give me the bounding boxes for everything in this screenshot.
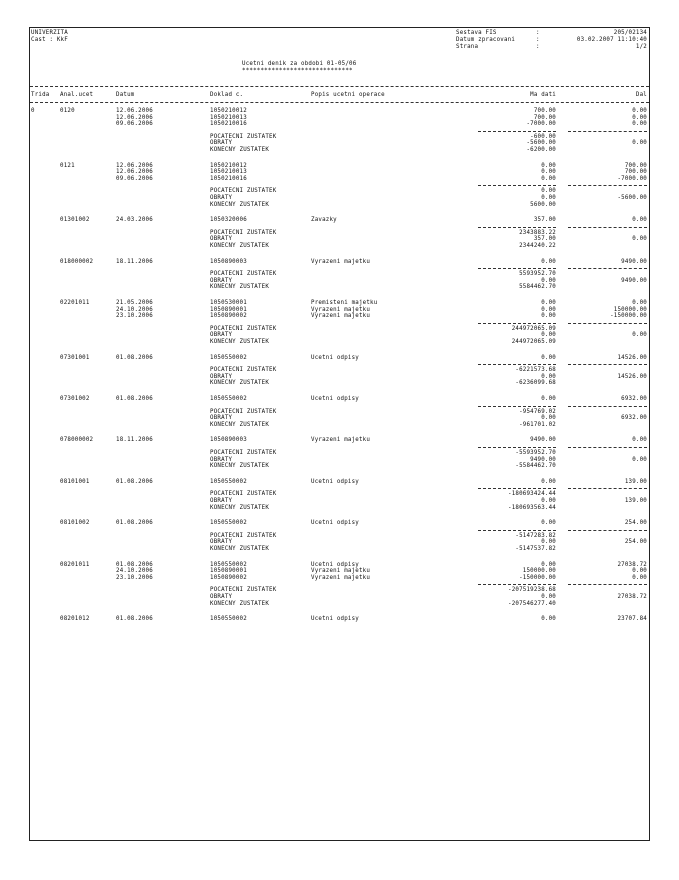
turnover-debit: 0.00 xyxy=(541,539,556,546)
closing-balance-label: KONECNY ZUSTATEK xyxy=(210,600,270,607)
turnover-credit: 9490.00 xyxy=(621,277,647,284)
entry-credit: 700.00 xyxy=(624,162,647,169)
closing-balance-label: KONECNY ZUSTATEK xyxy=(210,504,270,511)
title-underline: ****************************** xyxy=(242,68,353,74)
entry-document: 1050550002 xyxy=(210,561,247,568)
summary-rule-md xyxy=(478,131,556,132)
report-sep: : xyxy=(536,30,540,36)
closing-balance-value: 244972065.09 xyxy=(511,339,556,345)
entry-description: Ucetni odpisy xyxy=(311,520,359,527)
entry-description: Ucetni odpisy xyxy=(311,561,359,568)
opening-balance-value: -5593952.70 xyxy=(515,450,556,456)
entry-document: 1050890001 xyxy=(210,306,247,313)
entry-document: 1050320006 xyxy=(210,217,247,224)
turnover-label: OBRATY xyxy=(210,332,233,339)
entry-document: 1050890002 xyxy=(210,313,247,320)
entry-debit: 0.00 xyxy=(541,478,556,485)
entry-credit: 9490.00 xyxy=(621,258,647,265)
entry-debit: 0.00 xyxy=(541,616,556,623)
closing-balance-label: KONECNY ZUSTATEK xyxy=(210,147,270,153)
turnover-debit: 357.00 xyxy=(533,236,556,243)
closing-balance-label: KONECNY ZUSTATEK xyxy=(210,201,270,208)
closing-balance-label: KONECNY ZUSTATEK xyxy=(210,339,270,345)
entry-credit: 0.00 xyxy=(632,114,647,121)
turnover-label: OBRATY xyxy=(210,594,233,600)
col-datum: Datum xyxy=(116,92,135,98)
opening-balance-value: -954769.02 xyxy=(519,408,556,415)
page-sep: : xyxy=(536,44,540,50)
turnover-debit: 0.00 xyxy=(541,373,556,380)
page-title: Ucetni denik za obdobi 01-05/06 xyxy=(242,61,357,67)
col-md: Ma dati xyxy=(530,92,556,98)
turnover-label: OBRATY xyxy=(210,195,233,201)
closing-balance-label: KONECNY ZUSTATEK xyxy=(210,463,270,470)
page-label: Strana xyxy=(456,44,479,50)
entry-credit: 254.00 xyxy=(624,520,647,527)
account-number: 08101001 xyxy=(60,478,90,485)
summary-rule-md xyxy=(478,488,556,489)
entry-credit: 6932.00 xyxy=(621,396,647,402)
entry-date: 01.08.2006 xyxy=(116,616,153,623)
opening-balance-label: POCATECNI ZUSTATEK xyxy=(210,188,277,195)
turnover-credit: 254.00 xyxy=(624,539,647,546)
account-number: 07301001 xyxy=(60,354,90,361)
closing-balance-value: -6200.00 xyxy=(526,147,556,153)
summary-rule-md xyxy=(478,185,556,186)
date-value: 03.02.2007 11:10:40 xyxy=(576,37,647,43)
turnover-credit: 0.00 xyxy=(632,140,647,147)
entry-date: 01.08.2006 xyxy=(116,561,153,568)
org-name: UNIVERZITA xyxy=(31,30,68,36)
entry-debit: 700.00 xyxy=(533,114,556,121)
entry-date: 18.11.2006 xyxy=(116,258,153,265)
entry-description: Ucetni odpisy xyxy=(311,354,359,361)
entry-date: 24.10.2006 xyxy=(116,568,153,575)
entry-date: 12.06.2006 xyxy=(116,162,153,169)
opening-balance-label: POCATECNI ZUSTATEK xyxy=(210,532,277,539)
summary-rule-dal xyxy=(568,185,647,186)
entry-document: 1050550002 xyxy=(210,520,247,527)
summary-rule-md xyxy=(478,227,556,228)
turnover-debit: 0.00 xyxy=(541,277,556,284)
entry-credit: 0.00 xyxy=(632,437,647,444)
entry-credit: 14526.00 xyxy=(617,354,647,361)
entry-debit: 0.00 xyxy=(541,313,556,320)
turnover-credit: 0.00 xyxy=(632,236,647,243)
turnover-debit: 9490.00 xyxy=(530,456,556,463)
opening-balance-label: POCATECNI ZUSTATEK xyxy=(210,450,277,456)
entry-description: Ucetni odpisy xyxy=(311,616,359,623)
entry-credit: 0.00 xyxy=(632,300,647,306)
entry-credit: 139.00 xyxy=(624,478,647,485)
entry-description: Vyrazeni majetku xyxy=(311,258,371,265)
entry-description: Premisteni majetku xyxy=(311,300,378,306)
entry-date: 12.06.2006 xyxy=(116,169,153,176)
entry-debit: 700.00 xyxy=(533,108,556,114)
entry-document: 1050530001 xyxy=(210,300,247,306)
account-number: 078000002 xyxy=(60,437,94,444)
summary-rule-dal xyxy=(568,406,647,407)
entry-debit: -150000.00 xyxy=(519,574,556,581)
opening-balance-label: POCATECNI ZUSTATEK xyxy=(210,408,277,415)
closing-balance-value: -207546277.40 xyxy=(508,600,556,607)
entry-credit: 0.00 xyxy=(632,121,647,128)
entry-date: 01.08.2006 xyxy=(116,396,153,402)
summary-rule-md xyxy=(478,530,556,531)
summary-rule-md xyxy=(478,406,556,407)
turnover-debit: -5600.00 xyxy=(526,140,556,147)
col-analucet: Anal.ucet xyxy=(60,92,94,98)
entry-debit: 0.00 xyxy=(541,162,556,169)
closing-balance-value: -5147537.82 xyxy=(515,546,556,552)
header-top-rule xyxy=(30,86,649,87)
account-number: 01301002 xyxy=(60,217,90,224)
closing-balance-value: -6236099.68 xyxy=(515,380,556,387)
opening-balance-value: 2343883.22 xyxy=(519,229,556,236)
entry-credit: 0.00 xyxy=(632,217,647,224)
closing-balance-value: -180693563.44 xyxy=(508,504,556,511)
entry-date: 01.08.2006 xyxy=(116,520,153,527)
summary-rule-dal xyxy=(568,584,647,585)
trida-value: 0 xyxy=(31,108,35,114)
entry-debit: 0.00 xyxy=(541,561,556,568)
entry-credit: 23707.84 xyxy=(617,616,647,623)
turnover-credit: -5600.00 xyxy=(617,195,647,201)
opening-balance-label: POCATECNI ZUSTATEK xyxy=(210,367,277,374)
turnover-debit: 0.00 xyxy=(541,594,556,600)
summary-rule-dal xyxy=(568,323,647,324)
summary-rule-dal xyxy=(568,530,647,531)
turnover-label: OBRATY xyxy=(210,140,233,147)
turnover-label: OBRATY xyxy=(210,539,233,546)
entry-credit: 0.00 xyxy=(632,574,647,581)
closing-balance-label: KONECNY ZUSTATEK xyxy=(210,243,270,249)
entry-date: 23.10.2006 xyxy=(116,313,153,320)
entry-debit: 0.00 xyxy=(541,258,556,265)
entry-document: 1050210016 xyxy=(210,121,247,128)
entry-document: 1050210012 xyxy=(210,108,247,114)
closing-balance-label: KONECNY ZUSTATEK xyxy=(210,284,270,291)
summary-rule-dal xyxy=(568,447,647,448)
opening-balance-label: POCATECNI ZUSTATEK xyxy=(210,271,277,278)
entry-document: 1050890002 xyxy=(210,574,247,581)
entry-date: 01.08.2006 xyxy=(116,478,153,485)
entry-document: 1050550002 xyxy=(210,478,247,485)
closing-balance-label: KONECNY ZUSTATEK xyxy=(210,380,270,387)
summary-rule-md xyxy=(478,268,556,269)
turnover-credit: 14526.00 xyxy=(617,373,647,380)
page-value: 1/2 xyxy=(635,44,647,50)
header-bottom-rule xyxy=(30,102,649,103)
entry-date: 24.10.2006 xyxy=(116,306,153,313)
opening-balance-value: 244972065.09 xyxy=(511,325,556,332)
col-dal: Dal xyxy=(635,92,647,98)
entry-credit: 0.00 xyxy=(632,568,647,575)
turnover-label: OBRATY xyxy=(210,498,233,504)
entry-credit: 150000.00 xyxy=(613,306,647,313)
closing-balance-value: 5600.00 xyxy=(530,201,556,208)
summary-rule-md xyxy=(478,323,556,324)
entry-credit: 27038.72 xyxy=(617,561,647,568)
entry-description: Vyrazeni majetku xyxy=(311,574,371,581)
account-number: 0120 xyxy=(60,108,75,114)
report-label: Sestava FIS xyxy=(456,30,497,36)
opening-balance-value: 5593952.70 xyxy=(519,271,556,278)
report-value: 205/02134 xyxy=(613,30,647,36)
entry-description: Vyrazeni majetku xyxy=(311,568,371,575)
turnover-label: OBRATY xyxy=(210,277,233,284)
summary-rule-md xyxy=(478,584,556,585)
entry-description: Vyrazeni majetku xyxy=(311,437,371,444)
entry-debit: 0.00 xyxy=(541,300,556,306)
entry-debit: 0.00 xyxy=(541,396,556,402)
entry-date: 01.08.2006 xyxy=(116,354,153,361)
opening-balance-label: POCATECNI ZUSTATEK xyxy=(210,229,277,236)
closing-balance-label: KONECNY ZUSTATEK xyxy=(210,421,270,428)
entry-credit: -150000.00 xyxy=(610,313,647,320)
summary-rule-md xyxy=(478,364,556,365)
entry-debit: 9490.00 xyxy=(530,437,556,444)
col-trida: Trida xyxy=(31,92,50,98)
summary-rule-dal xyxy=(568,131,647,132)
turnover-credit: 139.00 xyxy=(624,498,647,504)
turnover-credit: 0.00 xyxy=(632,456,647,463)
turnover-label: OBRATY xyxy=(210,373,233,380)
entry-description: Ucetni odpisy xyxy=(311,478,359,485)
entry-document: 1050210013 xyxy=(210,114,247,121)
opening-balance-value: -600.00 xyxy=(530,133,556,140)
opening-balance-value: -207519238.68 xyxy=(508,587,556,594)
entry-debit: -7000.00 xyxy=(526,121,556,128)
entry-credit: -7000.00 xyxy=(617,175,647,182)
turnover-credit: 0.00 xyxy=(632,332,647,339)
account-number: 02201011 xyxy=(60,300,90,306)
entry-document: 1050210016 xyxy=(210,175,247,182)
summary-rule-dal xyxy=(568,364,647,365)
turnover-debit: 0.00 xyxy=(541,195,556,201)
entry-document: 1050890003 xyxy=(210,437,247,444)
entry-debit: 150000.00 xyxy=(522,568,556,575)
turnover-credit: 27038.72 xyxy=(617,594,647,600)
entry-debit: 357.00 xyxy=(533,217,556,224)
entry-date: 12.06.2006 xyxy=(116,108,153,114)
turnover-debit: 0.00 xyxy=(541,415,556,422)
account-number: 0121 xyxy=(60,162,75,169)
account-number: 018000002 xyxy=(60,258,94,265)
closing-balance-value: -961701.02 xyxy=(519,421,556,428)
opening-balance-label: POCATECNI ZUSTATEK xyxy=(210,587,277,594)
entry-description: Zavazky xyxy=(311,217,337,224)
entry-document: 1050890001 xyxy=(210,568,247,575)
turnover-debit: 0.00 xyxy=(541,332,556,339)
entry-date: 23.10.2006 xyxy=(116,574,153,581)
account-number: 08201011 xyxy=(60,561,90,568)
opening-balance-label: POCATECNI ZUSTATEK xyxy=(210,325,277,332)
part-name: Cast : KkF xyxy=(31,37,68,43)
account-number: 07301002 xyxy=(60,396,90,402)
entry-document: 1050550002 xyxy=(210,396,247,402)
entry-description: Vyrazeni majetku xyxy=(311,313,371,320)
entry-description: Ucetni odpisy xyxy=(311,396,359,402)
entry-debit: 0.00 xyxy=(541,169,556,176)
closing-balance-value: 5584462.70 xyxy=(519,284,556,291)
entry-document: 1050550002 xyxy=(210,354,247,361)
closing-balance-value: -5584462.70 xyxy=(515,463,556,470)
turnover-label: OBRATY xyxy=(210,236,233,243)
entry-debit: 0.00 xyxy=(541,306,556,313)
summary-rule-dal xyxy=(568,488,647,489)
entry-credit: 0.00 xyxy=(632,108,647,114)
summary-rule-md xyxy=(478,447,556,448)
entry-document: 1050210013 xyxy=(210,169,247,176)
entry-description: Vyrazeni majetku xyxy=(311,306,371,313)
entry-date: 18.11.2006 xyxy=(116,437,153,444)
turnover-label: OBRATY xyxy=(210,456,233,463)
entry-debit: 0.00 xyxy=(541,354,556,361)
report-page xyxy=(29,27,650,841)
account-number: 08201012 xyxy=(60,616,90,623)
date-sep: : xyxy=(536,37,540,43)
opening-balance-value: 0.00 xyxy=(541,188,556,195)
turnover-credit: 6932.00 xyxy=(621,415,647,422)
entry-debit: 0.00 xyxy=(541,175,556,182)
entry-debit: 0.00 xyxy=(541,520,556,527)
summary-rule-dal xyxy=(568,268,647,269)
entry-date: 24.03.2006 xyxy=(116,217,153,224)
entry-date: 21.05.2006 xyxy=(116,300,153,306)
col-doklad: Doklad c. xyxy=(210,92,244,98)
closing-balance-value: 2344240.22 xyxy=(519,243,556,249)
entry-credit: 700.00 xyxy=(624,169,647,176)
entry-date: 09.06.2006 xyxy=(116,175,153,182)
col-popis: Popis ucetni operace xyxy=(311,92,385,98)
opening-balance-value: -5147283.82 xyxy=(515,532,556,539)
entry-document: 1050890003 xyxy=(210,258,247,265)
turnover-debit: 0.00 xyxy=(541,498,556,504)
entry-date: 09.06.2006 xyxy=(116,121,153,128)
opening-balance-label: POCATECNI ZUSTATEK xyxy=(210,491,277,498)
account-number: 08101002 xyxy=(60,520,90,527)
opening-balance-value: -6221573.68 xyxy=(515,367,556,374)
opening-balance-value: -180693424.44 xyxy=(508,491,556,498)
entry-document: 1050210012 xyxy=(210,162,247,169)
entry-document: 1050550002 xyxy=(210,616,247,623)
closing-balance-label: KONECNY ZUSTATEK xyxy=(210,546,270,552)
turnover-label: OBRATY xyxy=(210,415,233,422)
summary-rule-dal xyxy=(568,227,647,228)
date-label: Datum zpracovani xyxy=(456,37,516,43)
opening-balance-label: POCATECNI ZUSTATEK xyxy=(210,133,277,140)
entry-date: 12.06.2006 xyxy=(116,114,153,121)
